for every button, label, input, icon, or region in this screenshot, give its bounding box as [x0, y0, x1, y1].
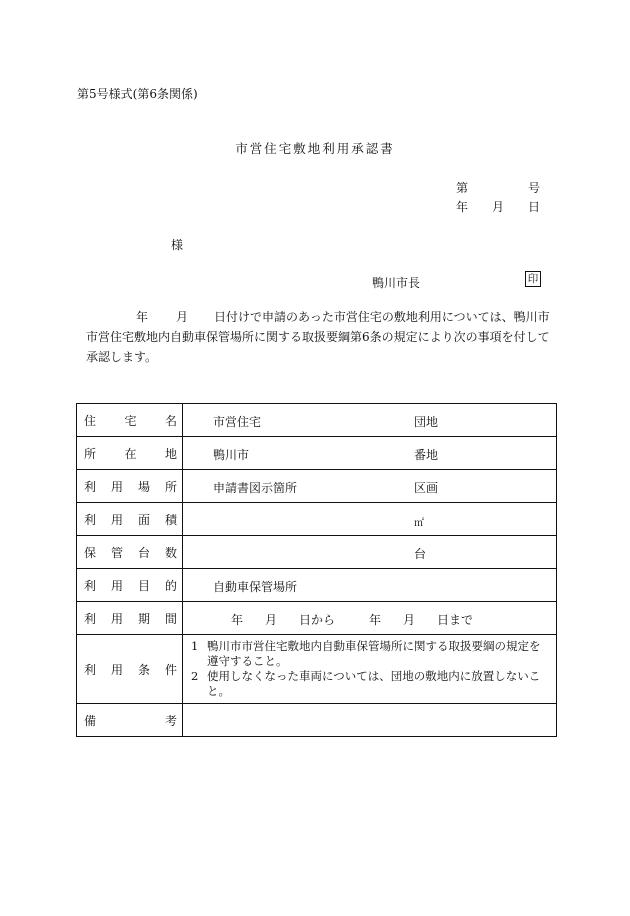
label-char: 場	[137, 479, 150, 494]
field-label	[77, 569, 183, 602]
label-char: 管	[110, 545, 123, 560]
field-value	[183, 503, 557, 536]
field-value-suffix: ㎡	[414, 518, 424, 529]
label-char: 所	[84, 446, 97, 461]
field-label	[77, 404, 183, 437]
condition-text: 鴨川市市営住宅敷地内自動車保管場所に関する取扱要綱の規定を遵守すること。	[207, 639, 541, 668]
label-char: 期	[137, 611, 150, 626]
period-from-year: 年	[231, 613, 244, 627]
label-char: 所	[164, 479, 177, 494]
field-value	[183, 569, 557, 602]
document-date	[456, 198, 540, 215]
period-value	[183, 602, 557, 635]
label-char: 用	[110, 611, 123, 626]
label-char: 的	[164, 578, 177, 593]
table-row-conditions	[77, 635, 557, 704]
field-label	[77, 536, 183, 569]
addressee-honorific: 様	[171, 238, 184, 252]
number-prefix: 第	[456, 181, 469, 195]
period-to-day: 日まで	[437, 613, 474, 627]
field-value	[183, 470, 557, 503]
label-char: 積	[164, 512, 177, 527]
label-char: 用	[110, 662, 123, 677]
label-char: 考	[164, 713, 177, 728]
label-char: 面	[137, 512, 150, 527]
field-value	[183, 536, 557, 569]
field-label	[77, 503, 183, 536]
field-label	[77, 470, 183, 503]
table-row-period	[77, 602, 557, 635]
table-row	[77, 569, 557, 602]
field-value-suffix: 番地	[414, 448, 439, 462]
label-char: 利	[84, 512, 97, 527]
label-char: 在	[124, 446, 137, 461]
table-row-remarks	[77, 704, 557, 737]
field-label	[77, 704, 183, 737]
date-day: 日	[527, 200, 540, 214]
condition-number: 1	[191, 639, 199, 653]
label-char: 用	[110, 578, 123, 593]
label-char: 利	[84, 662, 97, 677]
date-year: 年	[456, 200, 469, 214]
label-char: 用	[110, 479, 123, 494]
field-value-suffix: 台	[414, 547, 427, 561]
body-month: 月	[176, 310, 189, 324]
label-char: 住	[84, 413, 97, 428]
table-row	[77, 470, 557, 503]
label-char: 利	[84, 611, 97, 626]
body-sentence: 日付けで申請のあった市営住宅の敷地利用については、鴨川市市営住宅敷地内自動車保管場所に関する取扱要綱第6条の規定により次の事項を付して承認します。	[86, 310, 550, 364]
remarks-value	[183, 704, 557, 737]
document-number	[456, 179, 540, 196]
document-title: 市営住宅敷地利用承認書	[235, 141, 395, 156]
condition-item	[191, 669, 550, 699]
label-char: 地	[164, 446, 177, 461]
field-label	[77, 602, 183, 635]
label-char: 件	[164, 662, 177, 677]
condition-text: 使用しなくなった車両については、団地の敷地内に放置しないこと。	[207, 669, 541, 698]
condition-item	[191, 639, 550, 669]
period-to-month: 月	[403, 613, 416, 627]
field-value-suffix: 団地	[414, 415, 439, 429]
label-char: 宅	[124, 413, 137, 428]
form-number: 第5号様式(第6条関係)	[77, 87, 198, 101]
table-row	[77, 404, 557, 437]
approval-body-text	[86, 307, 552, 367]
field-value-text: 鴨川市	[213, 448, 250, 462]
seal-mark: 印	[525, 271, 541, 287]
label-char: 用	[110, 512, 123, 527]
field-value	[183, 437, 557, 470]
table-row	[77, 536, 557, 569]
label-char: 保	[84, 545, 97, 560]
period-from-day: 日から	[299, 613, 336, 627]
conditions-value	[183, 635, 557, 704]
condition-number: 2	[191, 669, 199, 683]
label-char: 条	[137, 662, 150, 677]
issuer-name: 鴨川市長	[372, 276, 421, 290]
table-row	[77, 503, 557, 536]
number-suffix: 号	[527, 181, 540, 195]
field-value-text: 申請書図示箇所	[213, 481, 298, 495]
label-char: 目	[137, 578, 150, 593]
field-label	[77, 635, 183, 704]
field-value-suffix: 区画	[414, 481, 439, 495]
field-value	[183, 404, 557, 437]
field-value-text: 自動車保管場所	[213, 580, 298, 594]
label-char: 備	[84, 713, 97, 728]
table-row	[77, 437, 557, 470]
label-char: 名	[164, 413, 177, 428]
label-char: 利	[84, 578, 97, 593]
label-char: 間	[164, 611, 177, 626]
period-from-month: 月	[265, 613, 278, 627]
approval-terms-table	[76, 403, 557, 737]
label-char: 台	[137, 545, 150, 560]
label-char: 数	[164, 545, 177, 560]
field-value-text: 市営住宅	[213, 415, 262, 429]
label-char: 利	[84, 479, 97, 494]
date-month: 月	[491, 200, 504, 214]
period-to-year: 年	[369, 613, 382, 627]
body-year: 年	[136, 310, 149, 324]
field-label	[77, 437, 183, 470]
